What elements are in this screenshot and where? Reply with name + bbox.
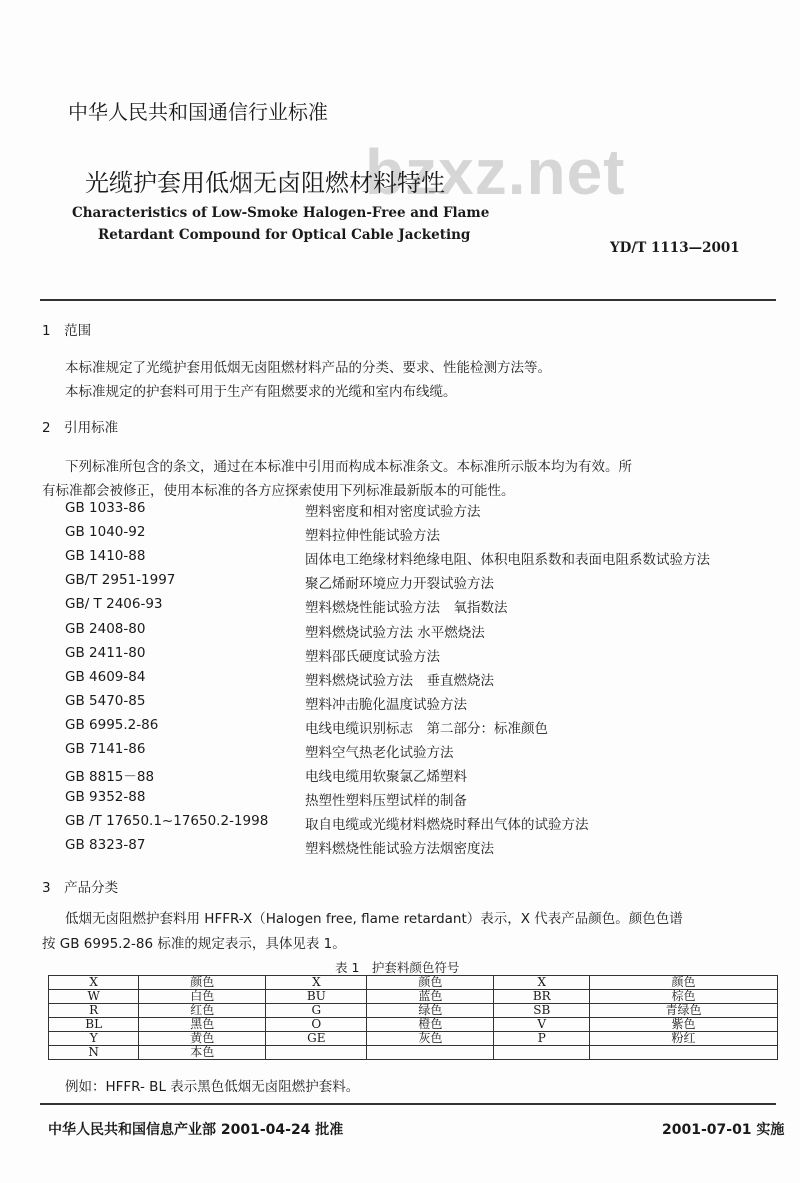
reference-title: 塑料拉伸性能试验方法 [305,528,440,545]
reference-title: 聚乙烯耐环境应力开裂试验方法 [305,576,494,593]
reference-title: 固体电工绝缘材料绝缘电阻、体积电阻系数和表面电阻系数试验方法 [305,552,710,569]
color-name-cell: 紫色 [590,1018,778,1032]
reference-code: GB 2411-80 [65,644,146,661]
table-header-row [49,976,778,990]
color-code-cell: BU [266,990,367,1004]
approval-date: 中华人民共和国信息产业部 2001-04-24 批准 [48,1122,344,1138]
color-name-cell: 棕色 [590,990,778,1004]
color-name-cell: 橙色 [367,1018,494,1032]
color-name-cell [590,1046,778,1060]
color-name-cell: 黄色 [139,1032,266,1046]
section-1-para-2: 本标准规定的护套料可用于生产有阻燃要求的光缆和室内布线缆。 [65,384,457,400]
color-code-cell: BL [49,1018,139,1032]
color-name-cell: 红色 [139,1004,266,1018]
table-row [49,1018,778,1032]
color-code-cell: GE [266,1032,367,1046]
reference-title: 电线电缆用软聚氯乙烯塑料 [305,769,467,786]
section-1-para-1: 本标准规定了光缆护套用低烟无卤阻燃材料产品的分类、要求、性能检测方法等。 [65,360,551,376]
color-name-cell: 粉红 [590,1032,778,1046]
reference-code: GB/ T 2406-93 [65,596,163,613]
section-3-para-1: 低烟无卤阻燃护套料用 HFFR-X（Halogen free, flame retardant）表示，X 代表产品颜色。颜色色谱 [65,911,683,927]
reference-code: GB 8323-87 [65,837,146,854]
reference-title: 塑料邵氏硬度试验方法 [305,648,440,665]
color-name-cell: 颜色 [139,976,266,990]
section-3-heading: 3 产品分类 [42,880,119,896]
reference-code: GB 1410-88 [65,548,146,565]
color-code-cell: G [266,1004,367,1018]
color-code-cell: BR [494,990,590,1004]
reference-code: GB /T 17650.1~17650.2-1998 [65,813,269,830]
reference-title: 电线电缆识别标志 第二部分：标准颜色 [305,720,548,737]
color-code-cell: X [494,976,590,990]
section-2-heading: 2 引用标准 [42,420,119,436]
header-rule [40,299,776,301]
table-row [49,1046,778,1060]
color-name-cell: 黑色 [139,1018,266,1032]
reference-title: 取自电缆或光缆材料燃烧时释出气体的试验方法 [305,817,589,834]
color-code-cell [494,1046,590,1060]
reference-title: 塑料冲击脆化温度试验方法 [305,696,467,713]
watermark: bzxz.net [365,136,626,208]
color-code-cell: R [49,1004,139,1018]
standard-code: YD/T 1113—2001 [610,240,740,256]
reference-title: 塑料燃烧性能试验方法 氧指数法 [305,600,508,617]
color-name-cell: 灰色 [367,1032,494,1046]
section-1-heading: 1 范围 [42,323,92,339]
color-name-cell: 本色 [139,1046,266,1060]
color-name-cell: 颜色 [590,976,778,990]
reference-title: 塑料密度和相对密度试验方法 [305,504,481,520]
section-2-para-1: 下列标准所包含的条文，通过在本标准中引用而构成本标准条文。本标准所示版本均为有效。所 [65,459,632,475]
color-code-cell: SB [494,1004,590,1018]
reference-code: GB 6995.2-86 [65,716,159,733]
effective-date: 2001-07-01 实施 [662,1122,785,1138]
color-name-cell: 青绿色 [590,1004,778,1018]
color-name-cell: 白色 [139,990,266,1004]
reference-code: GB 7141-86 [65,741,146,757]
reference-code: GB 8815－88 [65,769,155,786]
color-code-cell: V [494,1018,590,1032]
table-row [49,1032,778,1046]
reference-title: 塑料燃烧试验方法 水平燃烧法 [305,624,485,641]
reference-title: 塑料燃烧试验方法 垂直燃烧法 [305,672,494,689]
color-code-cell: X [49,976,139,990]
reference-code: GB 4609-84 [65,668,146,685]
reference-title: 塑料燃烧性能试验方法烟密度法 [305,841,494,858]
table-row [49,990,778,1004]
reference-code: GB 1040-92 [65,524,146,541]
title-en-1: Characteristics of Low-Smoke Halogen-Free and Flame [72,205,490,221]
footer-rule [40,1103,776,1105]
color-code-cell: P [494,1032,590,1046]
title-en-2: Retardant Compound for Optical Cable Jacketing [98,227,471,243]
issuing-org: 中华人民共和国通信行业标准 [68,100,328,124]
color-code-cell: O [266,1018,367,1032]
section-2-para-2: 有标准都会被修正，使用本标准的各方应探索使用下列标准最新版本的可能性。 [42,483,515,499]
color-name-cell: 蓝色 [367,990,494,1004]
reference-code: GB/T 2951-1997 [65,572,176,589]
table-caption: 表 1 护套料颜色符号 [335,960,460,975]
color-code-cell: W [49,990,139,1004]
reference-code: GB 2408-80 [65,620,146,637]
reference-title: 热塑性塑料压塑试样的制备 [305,793,467,810]
reference-code: GB 1033-86 [65,500,146,516]
color-code-cell: Y [49,1032,139,1046]
section-3-para-2: 按 GB 6995.2-86 标准的规定表示，具体见表 1。 [42,936,346,952]
color-name-cell: 绿色 [367,1004,494,1018]
color-code-cell: X [266,976,367,990]
color-code-cell [266,1046,367,1060]
reference-code: GB 9352-88 [65,789,146,806]
color-name-cell [367,1046,494,1060]
color-code-cell: N [49,1046,139,1060]
table-row [49,1004,778,1018]
example-text: 例如：HFFR- BL 表示黑色低烟无卤阻燃护套料。 [65,1079,360,1095]
color-name-cell: 颜色 [367,976,494,990]
title-cn: 光缆护套用低烟无卤阻燃材料特性 [85,169,445,197]
reference-code: GB 5470-85 [65,692,146,709]
color-code-table [48,975,778,1060]
reference-title: 塑料空气热老化试验方法 [305,745,454,761]
